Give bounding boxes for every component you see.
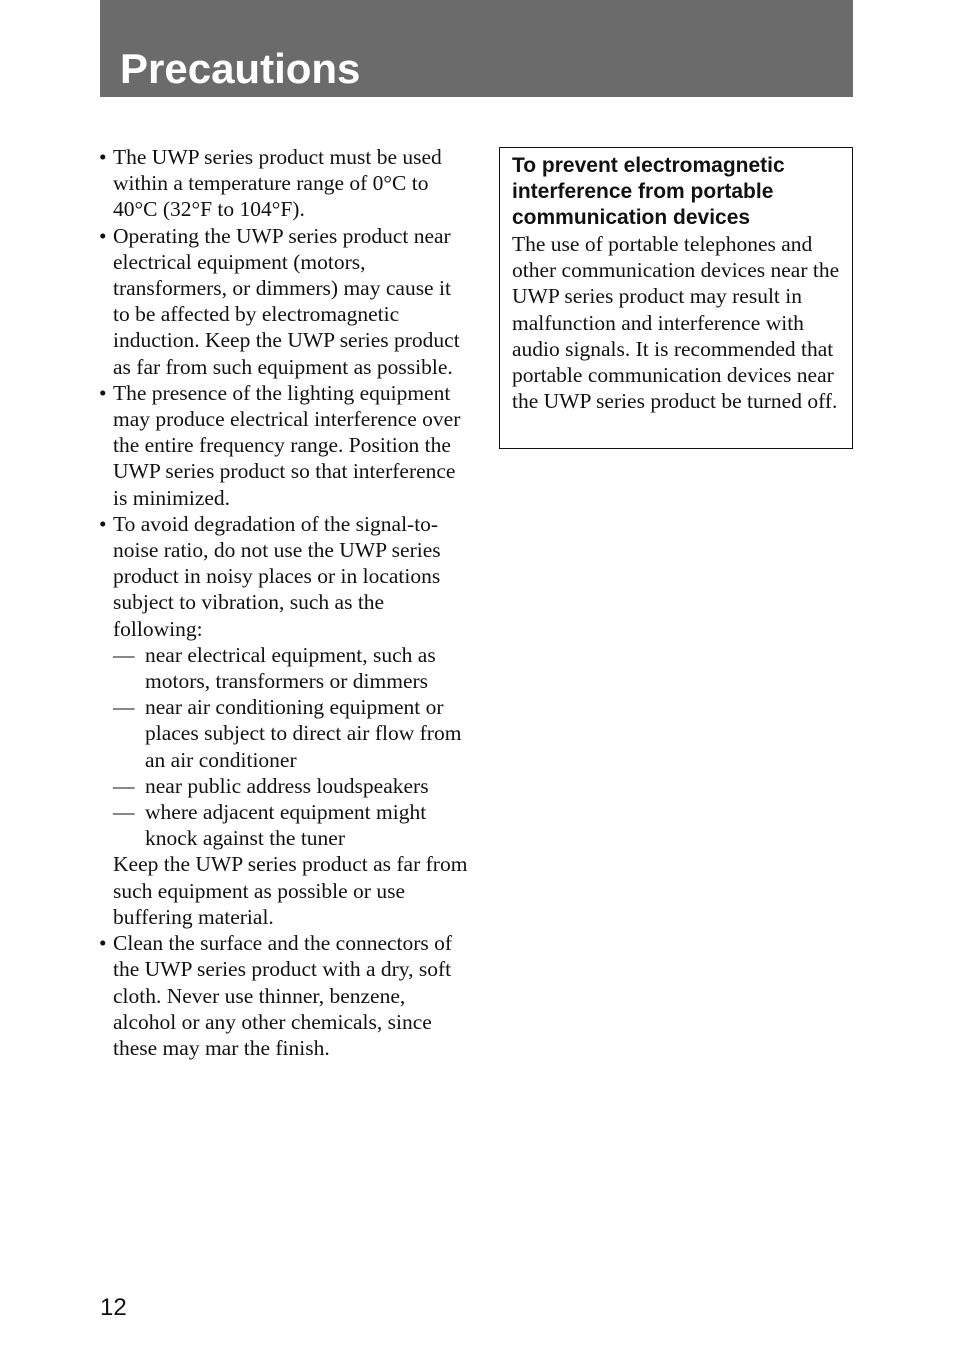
noise-location-item	[113, 799, 469, 851]
noise-location-text: where adjacent equipment might knock against the tuner	[145, 800, 427, 851]
precaution-item-temperature	[99, 144, 469, 223]
emi-note-box	[499, 147, 853, 449]
emi-note-body: The use of portable telephones and other communication devices near the UWP series product may result in malfunction and interference with audio signals. It is recommended that portable communication devices near the UWP series product be turned off.	[512, 232, 840, 414]
noise-location-list	[113, 642, 469, 852]
precaution-text: The presence of the lighting equipment may produce electrical interference over the entire frequency range. Position the UWP series product so that interference is minimized.	[113, 380, 461, 510]
precautions-list	[99, 144, 469, 1061]
precaution-item-cleaning	[99, 930, 469, 1061]
bullet-icon: •	[99, 223, 107, 248]
noise-location-item	[113, 694, 469, 773]
precaution-item-lighting	[99, 380, 469, 511]
noise-location-text: near electrical equipment, such as motors, transformers or dimmers	[145, 642, 436, 694]
emi-note-title: To prevent electromagnetic interference from portable communication devices	[512, 154, 785, 229]
page-number: 12	[100, 1294, 127, 1321]
precaution-item-noise	[99, 511, 469, 930]
bullet-icon: •	[99, 380, 107, 405]
precaution-text: Keep the UWP series product as far from such equipment as possible or use buffering material.	[113, 852, 468, 929]
dash-icon: —	[113, 800, 135, 825]
bullet-icon: •	[99, 145, 107, 169]
bullet-icon: •	[99, 931, 107, 956]
noise-location-item	[113, 642, 469, 694]
precaution-text: Clean the surface and the connectors of the UWP series product with a dry, soft cloth. Never use thinner, benzene, alcohol or any other chemicals, since these may mar the finish.	[113, 931, 453, 1060]
header-bar	[100, 0, 853, 97]
precautions-list-column	[99, 144, 469, 1061]
noise-location-text: near public address loudspeakers	[145, 773, 429, 798]
dash-icon: —	[113, 695, 135, 720]
dash-icon: —	[113, 773, 135, 798]
precaution-text: The UWP series product must be used within a temperature range of 0°C to 40°C (32°F to 104°F).	[113, 145, 442, 222]
precaution-item-electrical-equipment	[99, 223, 469, 380]
precaution-text: To avoid degradation of the signal-to-noise ratio, do not use the UWP series product in noisy places or in locations subject to vibration, such as the following:	[113, 511, 441, 641]
noise-location-item	[113, 773, 469, 799]
page-title: Precautions	[120, 45, 361, 92]
noise-location-text: near air conditioning equipment or places subject to direct air flow from an air conditioner	[145, 695, 462, 772]
dash-icon: —	[113, 642, 135, 667]
bullet-icon: •	[99, 511, 107, 536]
precaution-text: Operating the UWP series product near electrical equipment (motors, transformers, or dimmers) may cause it to be affected by electromagnetic induction. Keep the UWP series product as far from such equipment as possible.	[113, 223, 460, 379]
